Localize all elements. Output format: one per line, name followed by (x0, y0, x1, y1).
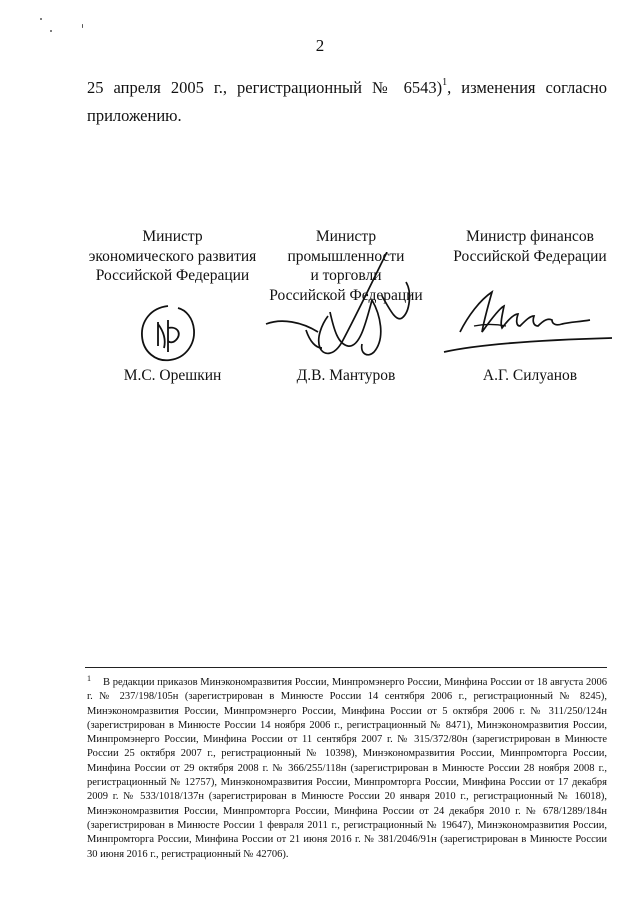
signature-manturov (262, 252, 432, 362)
page-number: 2 (315, 36, 325, 55)
signature-siluanov (440, 286, 615, 358)
footnote (87, 672, 607, 862)
signatory-title-economic-development: Министр экономического развития Российской Федерации (88, 228, 257, 284)
signature-oreshkin (138, 302, 198, 364)
body-text-line-2: приложению. (87, 106, 182, 125)
scan-speck (50, 30, 52, 32)
footnote-ref: 1 (442, 77, 448, 88)
signatory-name-oreshkin: М.С. Орешкин (123, 367, 222, 384)
scan-speck (82, 24, 83, 28)
signatory-name-siluanov: А.Г. Силуанов (482, 367, 578, 384)
footnote-marker: 1 (87, 674, 91, 683)
body-text-line-1: 25 апреля 2005 г., регистрационный № 6543)$^1$, изменения согласно (87, 77, 607, 97)
signatory-title-finance: Министр финансов Российской Федерации (453, 228, 607, 265)
signatory-title-industry-trade: Министр промышленности и торговли Российской Федерации (269, 228, 423, 304)
footnote-divider (85, 667, 607, 668)
scan-speck (40, 18, 42, 20)
footnote-text: В редакции приказов Минэкономразвития России, Минпромэнерго России, Минфина России от 18 августа 2006 г. № 237/198/105н (зарегистрирован в Минюсте России 14 сентября 2006 г., регистрационный № 8245), Минэкономразвития России, Минпромэнерго России, Минфина России от 5 октября 2006 г. № 311/250/124н (зарегистрирован в Минюсте России 14 ноября 2006 г., регистрационный № 8471), Минэкономразвития России, Минпромэнерго России, Минфина России от 11 сентября 2007 г. № 315/372/80н (зарегистрирован в Минюсте России 25 октября 2007 г., регистрационный № 10398), Минэкономразвития России, Минпромторга России, Минфина России от 29 октября 2008 г. № 366/255/118н (зарегистрирован в Минюсте России 28 ноября 2008 г., регистрационный № 12757), Минэкономразвития России, Минпромторга России, Минфина России от 17 декабря 2009 г. № 533/1018/137н (зарегистрирован в Минюсте России 20 января 2010 г., регистрационный № 16018), Минэкономразвития России, Минпромторга России, Минфина России от 24 декабря 2010 г. № 678/1289/184н (зарегистрирован в Минюсте России 1 февраля 2011 г., регистрационный № 19647), Минэкономразвития России, Минпромторга России, Минфина России от 21 июня 2016 г. № 381/2046/91н (зарегистрирован в Минюсте России 30 июня 2016 г., регистрационный № 42706). (87, 677, 607, 860)
signatory-name-manturov: Д.В. Мантуров (296, 367, 396, 384)
